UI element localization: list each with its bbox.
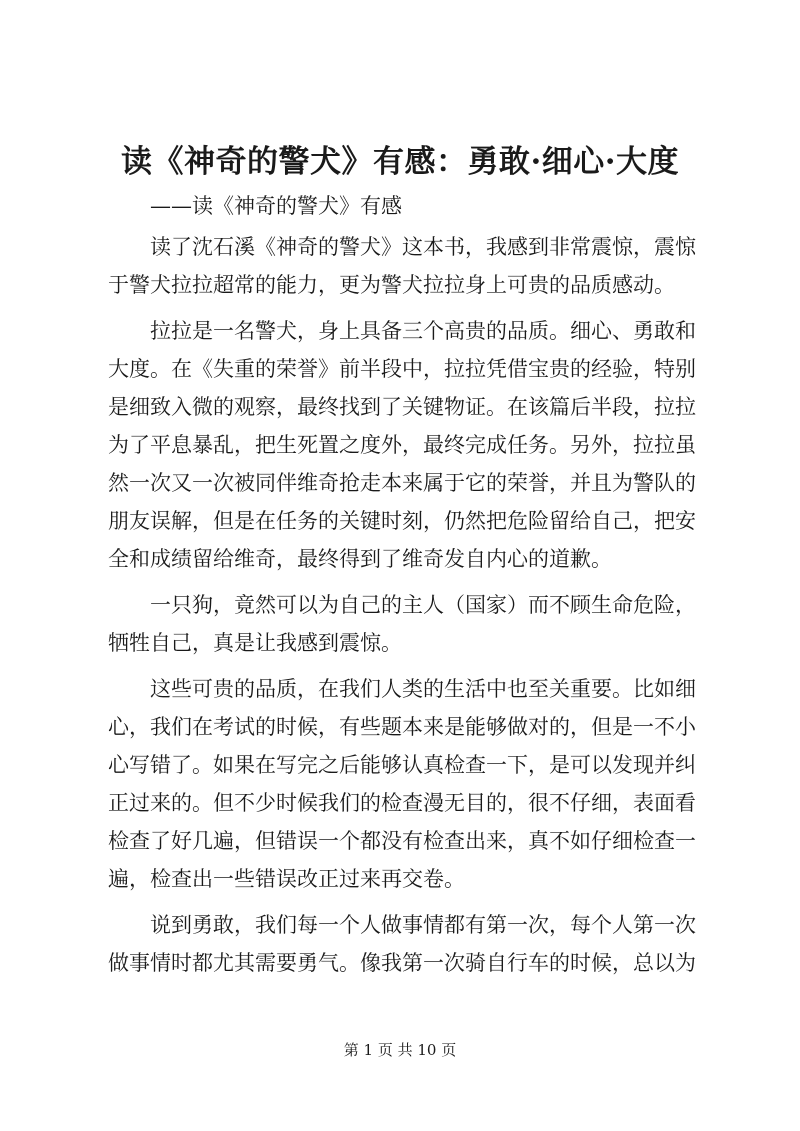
paragraph-line: 拉拉是一名警犬，身上具备三个高贵的品质。细心、勇敢和 (150, 319, 696, 343)
paragraph-line: 全和成绩留给维奇，最终得到了维奇发自内心的道歉。 (108, 547, 612, 571)
paragraph-1 (108, 228, 702, 304)
paragraph-line: 于警犬拉拉超常的能力，更为警犬拉拉身上可贵的品质感动。 (108, 273, 675, 297)
paragraph-line: 检查了好几遍，但错误一个都没有检查出来，真不如仔细检查一 (108, 829, 696, 853)
paragraph-line: 牺牲自己，真是让我感到震惊。 (108, 631, 402, 655)
paragraph-line: 遍，检查出一些错误改正过来再交卷。 (108, 867, 465, 891)
paragraph-4 (108, 670, 702, 898)
document-body (108, 228, 702, 990)
paragraph-line: 为了平息暴乱，把生死置之度外，最终完成任务。另外，拉拉虽 (108, 433, 696, 457)
paragraph-line: 这些可贵的品质，在我们人类的生活中也至关重要。比如细 (150, 677, 696, 701)
paragraph-line: 心写错了。如果在写完之后能够认真检查一下，是可以发现并纠 (108, 753, 696, 777)
paragraph-line: 心，我们在考试的时候，有些题本来是能够做对的，但是一不小 (108, 715, 696, 739)
paragraph-line: 正过来的。但不少时候我们的检查漫无目的，很不仔细，表面看 (108, 791, 696, 815)
document-subtitle: ——读《神奇的警犬》有感 (150, 194, 402, 218)
paragraph-line: 朋友误解，但是在任务的关键时刻，仍然把危险留给自己，把安 (108, 509, 696, 533)
paragraph-line: 说到勇敢，我们每一个人做事情都有第一次，每个人第一次 (150, 913, 696, 937)
paragraph-line: 大度。在《失重的荣誉》前半段中，拉拉凭借宝贵的经验，特别 (108, 357, 696, 381)
page-number-footer: 第 1 页 共 10 页 (343, 1041, 457, 1059)
paragraph-line: 一只狗，竟然可以为自己的主人（国家）而不顾生命危险， (150, 593, 696, 617)
paragraph-2 (108, 312, 702, 578)
paragraph-5 (108, 906, 702, 982)
paragraph-line: 做事情时都尤其需要勇气。像我第一次骑自行车的时候，总以为 (108, 951, 696, 975)
paragraph-line: 然一次又一次被同伴维奇抢走本来属于它的荣誉，并且为警队的 (108, 471, 696, 495)
paragraph-3 (108, 586, 702, 662)
document-title: 读《神奇的警犬》有感：勇敢·细心·大度 (120, 144, 680, 180)
paragraph-line: 是细致入微的观察，最终找到了关键物证。在该篇后半段，拉拉 (108, 395, 696, 419)
paragraph-line: 读了沈石溪《神奇的警犬》这本书，我感到非常震惊，震惊 (150, 235, 696, 259)
